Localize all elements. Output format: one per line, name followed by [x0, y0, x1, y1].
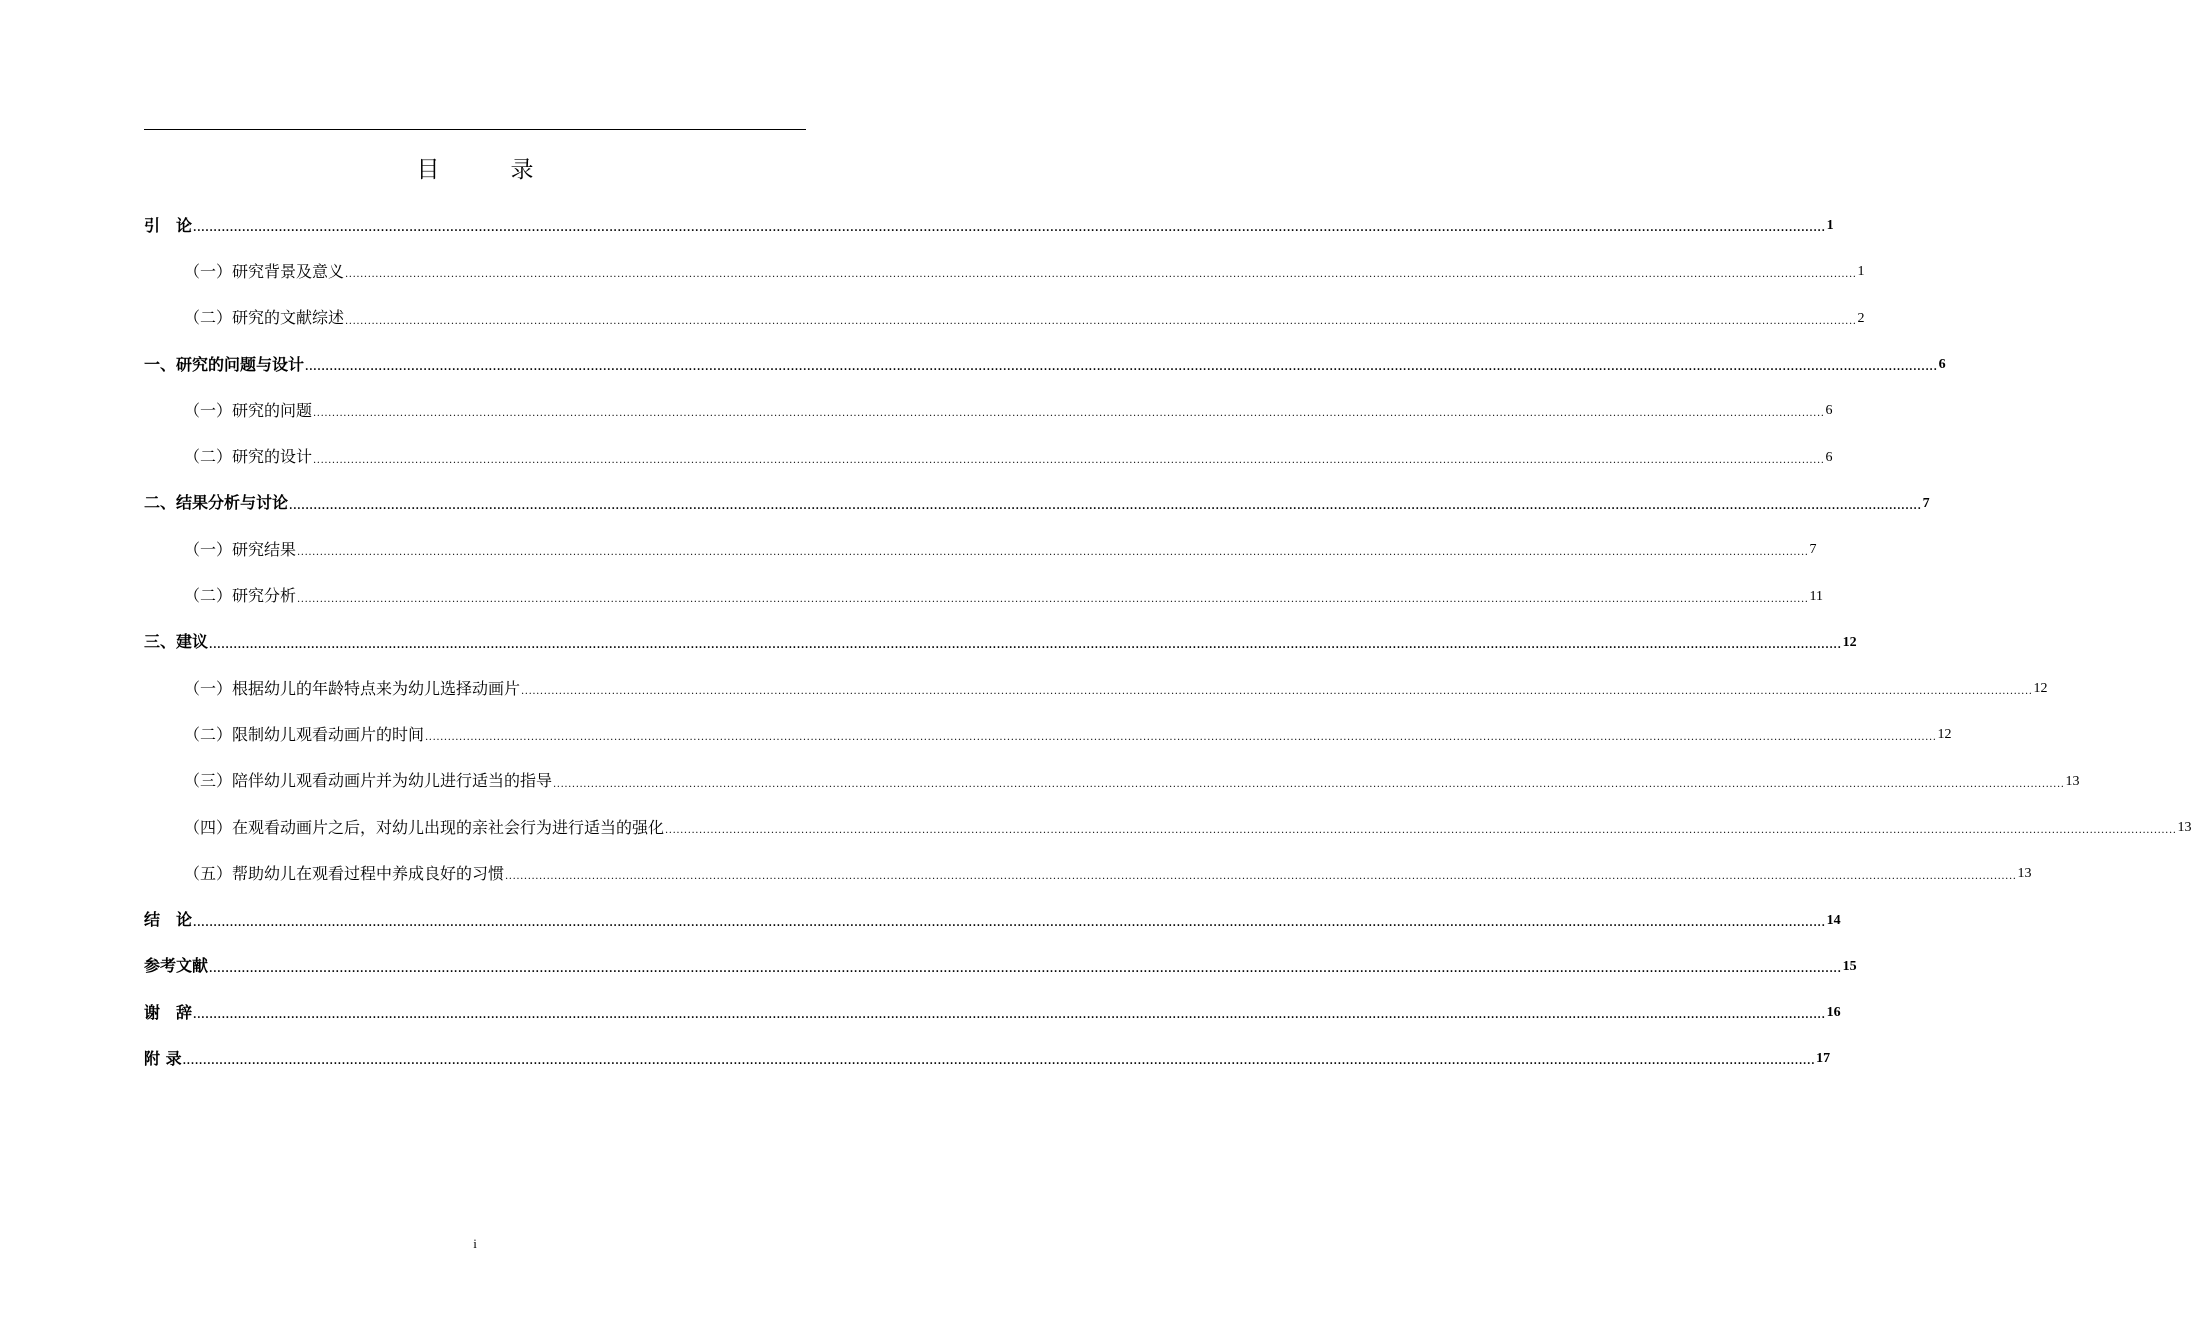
toc-page-number: 13 [2017, 866, 2032, 882]
toc-chapter-entry[interactable] [144, 201, 1834, 247]
toc-dot-leader: ................................................................................................................................................................................................................................................................................................................................................................................................................ [313, 454, 1825, 466]
toc-entry-title: （二）研究的设计 [184, 447, 313, 467]
toc-dot-leader: ................................................................................................................................................................................................................................................................................................................................................................................................................ [305, 362, 1938, 374]
toc-entry-title: 附 录 [144, 1048, 182, 1068]
toc-page-number: 1 [1857, 264, 1865, 280]
toc-page-number: 6 [1825, 403, 1833, 419]
toc-dot-leader: ................................................................................................................................................................................................................................................................................................................................................................................................................ [209, 963, 1842, 975]
toc-page-number: 2 [1857, 310, 1865, 326]
toc-entry-title: 三、建议 [144, 632, 209, 652]
table-of-contents [144, 201, 2192, 1081]
page-title: 目 录 [416, 157, 558, 183]
toc-dot-leader: ................................................................................................................................................................................................................................................................................................................................................................................................................ [345, 315, 1857, 327]
toc-chapter-entry[interactable] [144, 479, 1930, 525]
toc-entry-title: 一、研究的问题与设计 [144, 354, 305, 374]
toc-dot-leader: ................................................................................................................................................................................................................................................................................................................................................................................................................ [193, 1010, 1826, 1022]
toc-section-entry[interactable] [144, 432, 1833, 478]
toc-section-entry[interactable] [144, 294, 1865, 340]
toc-dot-leader: ................................................................................................................................................................................................................................................................................................................................................................................................................ [193, 223, 1826, 235]
toc-section-entry[interactable] [144, 386, 1833, 432]
toc-section-entry[interactable] [144, 803, 2192, 849]
toc-page-number: 13 [2065, 773, 2080, 789]
toc-page-number: 13 [2177, 820, 2192, 835]
toc-page-number: 12 [1842, 634, 1857, 650]
toc-entry-title: 二、结果分析与讨论 [144, 493, 289, 513]
toc-dot-leader: ................................................................................................................................................................................................................................................................................................................................................................................................................ [665, 825, 2177, 836]
toc-entry-title: （一）研究结果 [184, 539, 297, 559]
toc-dot-leader: ................................................................................................................................................................................................................................................................................................................................................................................................................ [297, 547, 1809, 559]
toc-entry-title: （二）研究分析 [184, 586, 297, 606]
toc-section-entry[interactable] [144, 571, 1823, 617]
toc-chapter-entry[interactable] [144, 895, 1841, 941]
toc-chapter-entry[interactable] [144, 340, 1946, 386]
toc-entry-title: （一）研究背景及意义 [184, 261, 345, 281]
toc-dot-leader: ................................................................................................................................................................................................................................................................................................................................................................................................................ [521, 686, 2033, 698]
toc-dot-leader: ................................................................................................................................................................................................................................................................................................................................................................................................................ [193, 917, 1826, 929]
toc-entry-title: （二）限制幼儿观看动画片的时间 [184, 724, 425, 744]
toc-page-number: 6 [1938, 357, 1946, 373]
toc-dot-leader: ................................................................................................................................................................................................................................................................................................................................................................................................................ [505, 871, 2017, 883]
toc-entry-title: 谢 辞 [144, 1002, 193, 1022]
toc-dot-leader: ................................................................................................................................................................................................................................................................................................................................................................................................................ [297, 593, 1809, 605]
toc-entry-title: （三）陪伴幼儿观看动画片并为幼儿进行适当的指导 [184, 771, 553, 791]
toc-dot-leader: ................................................................................................................................................................................................................................................................................................................................................................................................................ [553, 778, 2065, 790]
toc-dot-leader: ................................................................................................................................................................................................................................................................................................................................................................................................................ [182, 1056, 1816, 1068]
toc-dot-leader: ................................................................................................................................................................................................................................................................................................................................................................................................................ [289, 500, 1922, 512]
toc-entry-title: 结 论 [144, 910, 193, 930]
toc-page-number: 16 [1826, 1005, 1841, 1021]
toc-entry-title: （五）帮助幼儿在观看过程中养成良好的习惯 [184, 863, 505, 883]
toc-page-number: 6 [1825, 449, 1833, 465]
toc-page-number: 7 [1809, 542, 1817, 558]
toc-entry-title: （一）根据幼儿的年龄特点来为幼儿选择动画片 [184, 678, 521, 698]
toc-section-entry[interactable] [144, 247, 1865, 293]
toc-page-number: 14 [1826, 912, 1841, 928]
toc-dot-leader: ................................................................................................................................................................................................................................................................................................................................................................................................................ [209, 639, 1842, 651]
toc-page-number: 1 [1826, 218, 1834, 234]
toc-page-number: 11 [1809, 588, 1823, 604]
toc-page-number: 7 [1922, 495, 1930, 511]
toc-section-entry[interactable] [144, 757, 2080, 803]
toc-section-entry[interactable] [144, 664, 2048, 710]
toc-entry-title: （四）在观看动画片之后，对幼儿出现的亲社会行为进行适当的强化 [184, 817, 665, 837]
toc-entry-title: 引 论 [144, 215, 193, 235]
toc-chapter-entry[interactable] [144, 1034, 1831, 1080]
footer-page-number: i [473, 1236, 477, 1251]
toc-entry-title: （一）研究的问题 [184, 400, 313, 420]
header-rule [144, 129, 806, 130]
toc-chapter-entry[interactable] [144, 942, 1857, 988]
toc-page-number: 12 [2033, 681, 2048, 697]
toc-section-entry[interactable] [144, 849, 2032, 895]
toc-entry-title: 参考文献 [144, 956, 209, 976]
toc-section-entry[interactable] [144, 710, 1952, 756]
toc-chapter-entry[interactable] [144, 988, 1841, 1034]
toc-chapter-entry[interactable] [144, 618, 1857, 664]
toc-section-entry[interactable] [144, 525, 1817, 571]
toc-dot-leader: ................................................................................................................................................................................................................................................................................................................................................................................................................ [425, 732, 1937, 744]
toc-page-number: 15 [1842, 958, 1857, 974]
toc-page-number: 17 [1816, 1051, 1831, 1067]
toc-dot-leader: ................................................................................................................................................................................................................................................................................................................................................................................................................ [345, 269, 1857, 281]
toc-entry-title: （二）研究的文献综述 [184, 308, 345, 328]
toc-dot-leader: ................................................................................................................................................................................................................................................................................................................................................................................................................ [313, 408, 1825, 420]
toc-page-number: 12 [1937, 727, 1952, 743]
